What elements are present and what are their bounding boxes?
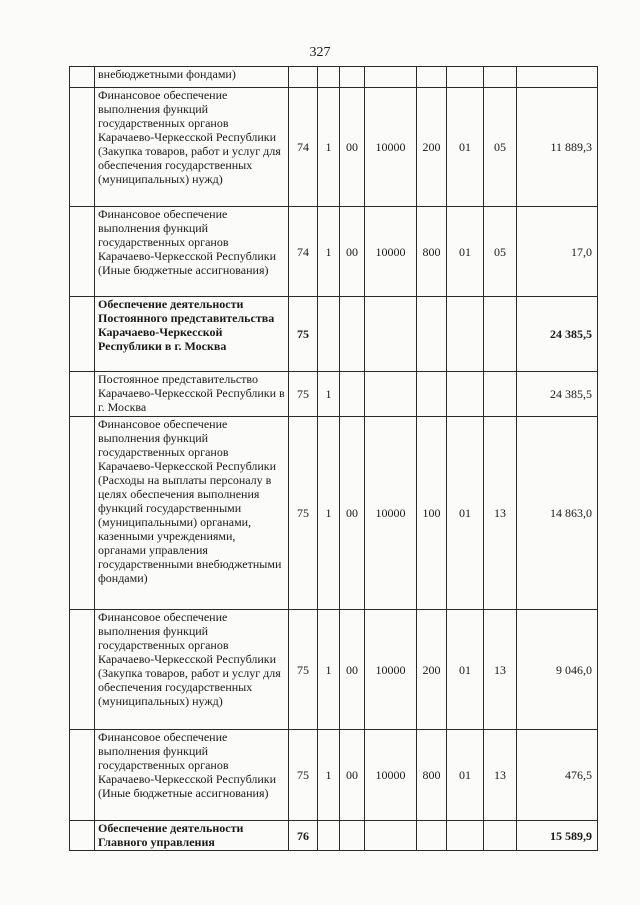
subprogram-code-cell: 1: [318, 610, 340, 730]
amount-cell: 11 889,3: [517, 88, 598, 207]
item-name-cell: внебюджетными фондами): [95, 67, 289, 88]
program-code-cell: 75: [289, 297, 318, 372]
subprogram-code-cell: 1: [318, 207, 340, 297]
program-code-cell: 75: [289, 372, 318, 417]
row-number-cell: [70, 730, 95, 821]
subsection-code-cell: [484, 67, 517, 88]
subprogram-code-cell: [318, 297, 340, 372]
subsection-code-cell: 13: [484, 610, 517, 730]
program-code-cell: 74: [289, 207, 318, 297]
budget-table: [69, 66, 598, 851]
direction-code-cell: 10000: [365, 610, 417, 730]
section-code-cell: 01: [447, 610, 484, 730]
row-number-cell: [70, 67, 95, 88]
row-number-cell: [70, 372, 95, 417]
section-code-cell: [447, 821, 484, 851]
amount-cell: 476,5: [517, 730, 598, 821]
row-number-cell: [70, 417, 95, 610]
amount-cell: 17,0: [517, 207, 598, 297]
item-name-cell: Финансовое обеспечение выполнения функций государственных органов Карачаево-Черкесской Республики (Расходы на выплаты персоналу в целях обеспечения выполнения функций государственными (муниципальными) органами, казенными учреждениями, органами управления государственными внебюджетными фондами): [95, 417, 289, 610]
main-activity-code-cell: 00: [340, 417, 365, 610]
direction-code-cell: [365, 821, 417, 851]
subsection-code-cell: [484, 297, 517, 372]
expense-type-cell: 800: [417, 730, 447, 821]
expense-type-cell: [417, 297, 447, 372]
direction-code-cell: 10000: [365, 730, 417, 821]
subprogram-code-cell: [318, 821, 340, 851]
subsection-code-cell: 13: [484, 730, 517, 821]
expense-type-cell: 100: [417, 417, 447, 610]
subprogram-code-cell: 1: [318, 88, 340, 207]
item-name-cell: Финансовое обеспечение выполнения функций государственных органов Карачаево-Черкесской Республики (Иные бюджетные ассигнования): [95, 207, 289, 297]
amount-cell: 15 589,9: [517, 821, 598, 851]
section-code-cell: [447, 297, 484, 372]
amount-cell: [517, 67, 598, 88]
program-code-cell: 74: [289, 88, 318, 207]
main-activity-code-cell: 00: [340, 207, 365, 297]
subprogram-code-cell: 1: [318, 730, 340, 821]
item-name-cell: Финансовое обеспечение выполнения функций государственных органов Карачаево-Черкесской Республики (Закупка товаров, работ и услуг для обеспечения государственных (муниципальных) нужд): [95, 88, 289, 207]
direction-code-cell: 10000: [365, 88, 417, 207]
item-name-cell: Постоянное представительство Карачаево-Черкесской Республики в г. Москва: [95, 372, 289, 417]
table-row: [70, 207, 598, 297]
subprogram-code-cell: [318, 67, 340, 88]
subsection-code-cell: [484, 821, 517, 851]
expense-type-cell: 800: [417, 207, 447, 297]
page-number: 327: [309, 45, 331, 60]
item-name-cell: Обеспечение деятельности Главного управления: [95, 821, 289, 851]
section-code-cell: [447, 67, 484, 88]
table-row: [70, 88, 598, 207]
subprogram-code-cell: 1: [318, 417, 340, 610]
main-activity-code-cell: [340, 821, 365, 851]
table-row: [70, 730, 598, 821]
program-code-cell: [289, 67, 318, 88]
subsection-code-cell: 13: [484, 417, 517, 610]
main-activity-code-cell: [340, 372, 365, 417]
row-number-cell: [70, 297, 95, 372]
amount-cell: 24 385,5: [517, 297, 598, 372]
main-activity-code-cell: 00: [340, 88, 365, 207]
program-code-cell: 75: [289, 730, 318, 821]
section-code-cell: 01: [447, 730, 484, 821]
section-code-cell: [447, 372, 484, 417]
amount-cell: 14 863,0: [517, 417, 598, 610]
row-number-cell: [70, 207, 95, 297]
direction-code-cell: 10000: [365, 417, 417, 610]
direction-code-cell: 10000: [365, 207, 417, 297]
table-row: [70, 821, 598, 851]
expense-type-cell: 200: [417, 88, 447, 207]
table-row: [70, 67, 598, 88]
item-name-cell: Финансовое обеспечение выполнения функций государственных органов Карачаево-Черкесской Республики (Закупка товаров, работ и услуг для обеспечения государственных (муниципальных) нужд): [95, 610, 289, 730]
expense-type-cell: 200: [417, 610, 447, 730]
table-row: [70, 417, 598, 610]
program-code-cell: 75: [289, 610, 318, 730]
main-activity-code-cell: [340, 297, 365, 372]
item-name-cell: Обеспечение деятельности Постоянного представительства Карачаево-Черкесской Республики в г. Москва: [95, 297, 289, 372]
subsection-code-cell: 05: [484, 88, 517, 207]
main-activity-code-cell: 00: [340, 730, 365, 821]
program-code-cell: 75: [289, 417, 318, 610]
table-row: [70, 372, 598, 417]
subsection-code-cell: 05: [484, 207, 517, 297]
expense-type-cell: [417, 372, 447, 417]
section-code-cell: 01: [447, 417, 484, 610]
row-number-cell: [70, 88, 95, 207]
subsection-code-cell: [484, 372, 517, 417]
main-activity-code-cell: [340, 67, 365, 88]
program-code-cell: 76: [289, 821, 318, 851]
row-number-cell: [70, 821, 95, 851]
row-number-cell: [70, 610, 95, 730]
table-row: [70, 297, 598, 372]
expense-type-cell: [417, 67, 447, 88]
section-code-cell: 01: [447, 88, 484, 207]
section-code-cell: 01: [447, 207, 484, 297]
table-body: [70, 67, 598, 851]
expense-type-cell: [417, 821, 447, 851]
table-row: [70, 610, 598, 730]
item-name-cell: Финансовое обеспечение выполнения функций государственных органов Карачаево-Черкесской Республики (Иные бюджетные ассигнования): [95, 730, 289, 821]
amount-cell: 24 385,5: [517, 372, 598, 417]
direction-code-cell: [365, 67, 417, 88]
subprogram-code-cell: 1: [318, 372, 340, 417]
direction-code-cell: [365, 372, 417, 417]
main-activity-code-cell: 00: [340, 610, 365, 730]
direction-code-cell: [365, 297, 417, 372]
amount-cell: 9 046,0: [517, 610, 598, 730]
